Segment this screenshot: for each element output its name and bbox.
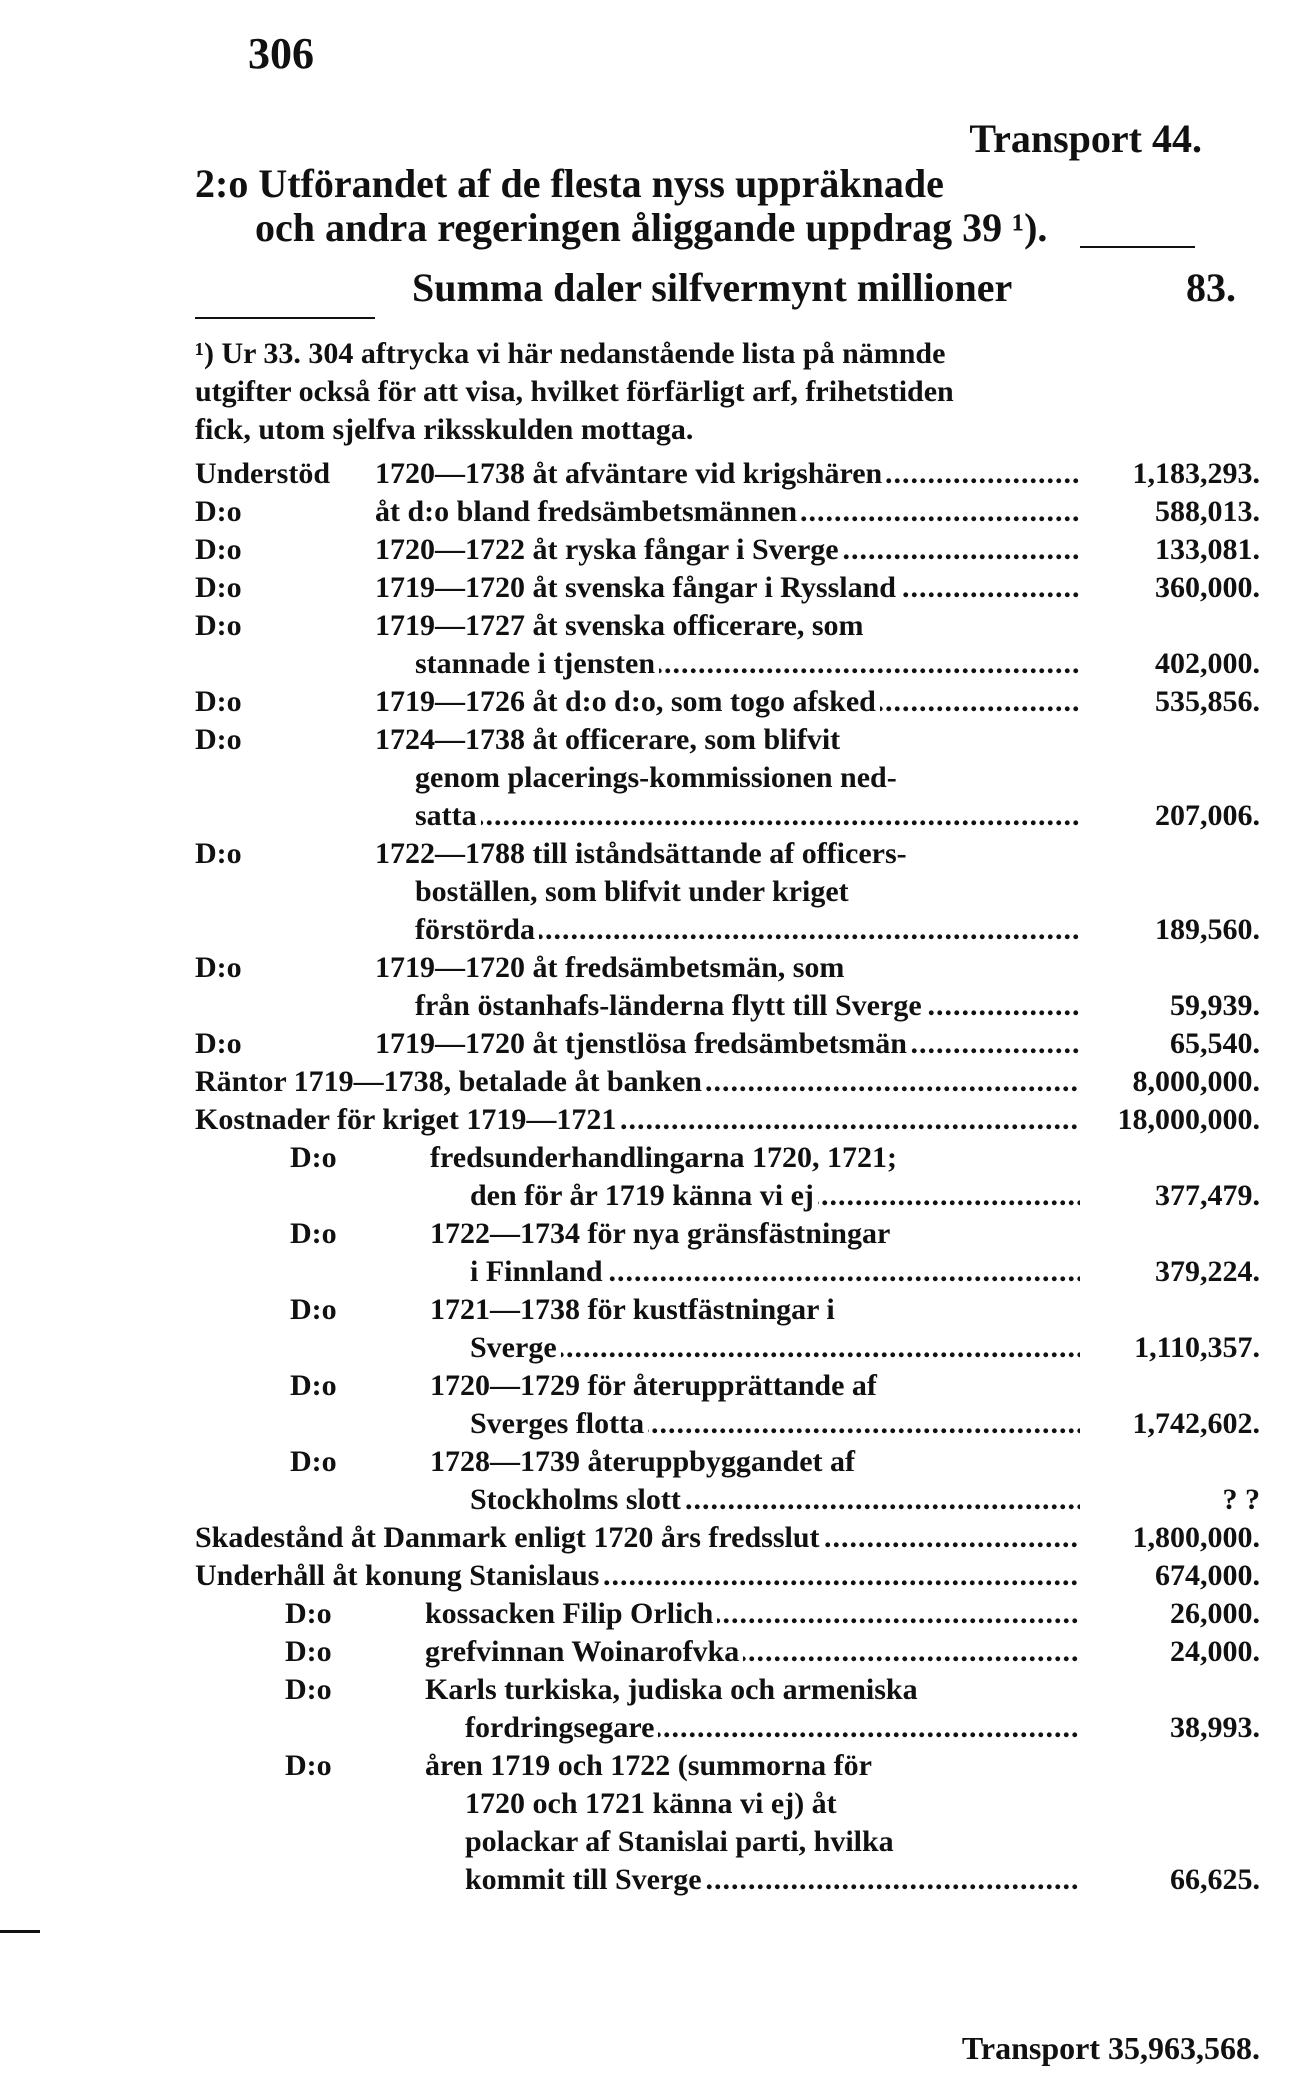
- row-description: [375, 911, 1080, 949]
- footnote-intro: [195, 335, 1260, 449]
- row-description: [195, 1063, 1080, 1101]
- transport-carried-forward: Transport 44.: [969, 116, 1202, 161]
- row-text: stannade i tjensten: [375, 647, 659, 680]
- row-amount: [1080, 835, 1260, 873]
- row-label: D:o: [195, 837, 242, 870]
- row-amount: [1080, 607, 1260, 645]
- row-label: [195, 1861, 425, 1899]
- row-label: D:o: [285, 1673, 332, 1706]
- row-text: 1719—1720 åt fredsämbetsmän, som: [375, 951, 848, 984]
- row-label: [195, 1481, 430, 1519]
- row-amount: 1,800,000.: [1132, 1521, 1260, 1554]
- row-text: polackar af Stanislai parti, hvilka: [425, 1825, 898, 1858]
- table-row: [195, 1215, 1260, 1253]
- row-text: fordringsegare: [425, 1711, 658, 1744]
- table-row: [195, 721, 1260, 759]
- table-row: [195, 1709, 1260, 1747]
- table-row: [195, 1177, 1260, 1215]
- row-text: 1722—1788 till iståndsättande af officers-: [375, 837, 911, 870]
- row-label: [195, 987, 375, 1025]
- row-description: [425, 1747, 1080, 1785]
- row-amount: 402,000.: [1155, 647, 1260, 680]
- row-label: D:o: [290, 1141, 337, 1174]
- row-text: åren 1719 och 1722 (summorna för: [425, 1749, 876, 1782]
- table-row: [195, 1519, 1260, 1557]
- row-description: [375, 987, 1080, 1025]
- row-label: D:o: [195, 685, 242, 718]
- row-amount: 66,625.: [1170, 1863, 1260, 1896]
- row-amount: [1080, 873, 1260, 911]
- row-text: Stockholms slott: [430, 1483, 685, 1516]
- footnote-line: ¹) Ur 33. 304 aftrycka vi här nedanstående lista på nämnde: [195, 337, 946, 370]
- row-description: [425, 1823, 1080, 1861]
- row-description: [430, 1329, 1080, 1367]
- summa-label: Summa daler silfvermynt millioner: [412, 265, 1013, 310]
- row-description: [425, 1595, 1080, 1633]
- row-amount: [1080, 1823, 1260, 1861]
- table-row: [195, 493, 1260, 531]
- page-number: 306: [248, 29, 314, 78]
- row-amount: 59,939.: [1170, 989, 1260, 1022]
- row-description: [375, 949, 1080, 987]
- row-amount: 360,000.: [1155, 571, 1260, 604]
- table-row: [195, 683, 1260, 721]
- table-row: [195, 1139, 1260, 1177]
- row-text: förstörda: [375, 913, 539, 946]
- row-description: [430, 1177, 1080, 1215]
- expense-table: [195, 455, 1260, 1899]
- row-text: Underhåll åt konung Stanislaus: [195, 1559, 603, 1592]
- table-row: [195, 873, 1260, 911]
- row-amount: 588,013.: [1155, 495, 1260, 528]
- table-row: [195, 569, 1260, 607]
- row-amount: 24,000.: [1170, 1635, 1260, 1668]
- row-amount: 189,560.: [1155, 913, 1260, 946]
- row-text: grefvinnan Woinarofvka: [425, 1635, 743, 1668]
- row-text: 1719—1720 åt svenska fångar i Ryssland: [375, 571, 900, 604]
- row-amount: [1080, 1443, 1260, 1481]
- table-row: [195, 1595, 1260, 1633]
- footnote-line: fick, utom sjelfva riksskulden mottaga.: [195, 413, 694, 446]
- row-description: [430, 1215, 1080, 1253]
- row-label: D:o: [195, 533, 242, 566]
- table-row: [195, 797, 1260, 835]
- summa-line: [412, 264, 1236, 311]
- row-description: [375, 493, 1080, 531]
- row-label: D:o: [195, 571, 242, 604]
- row-text: 1724—1738 åt officerare, som blifvit: [375, 723, 844, 756]
- item-2-line-1: 2:o Utförandet af de flesta nyss uppräknade: [195, 161, 944, 206]
- row-description: [375, 835, 1080, 873]
- transport-total: Transport 35,963,568.: [961, 2030, 1260, 2066]
- sum-underline: [1080, 246, 1195, 248]
- margin-dash: [0, 1930, 40, 1933]
- row-label: D:o: [195, 1027, 242, 1060]
- row-description: [430, 1291, 1080, 1329]
- table-row: [195, 1671, 1260, 1709]
- table-row: [195, 949, 1260, 987]
- row-label: [195, 1405, 430, 1443]
- row-label: D:o: [290, 1369, 337, 1402]
- row-amount: 377,479.: [1155, 1179, 1260, 1212]
- row-label: [195, 873, 375, 911]
- row-amount: [1080, 1215, 1260, 1253]
- row-amount: [1080, 759, 1260, 797]
- row-description: [425, 1785, 1080, 1823]
- table-row: [195, 607, 1260, 645]
- summa-value: 83.: [1186, 265, 1236, 310]
- row-description: [375, 873, 1080, 911]
- row-amount: 379,224.: [1155, 1255, 1260, 1288]
- row-amount: 535,856.: [1155, 685, 1260, 718]
- table-row: [195, 1063, 1260, 1101]
- footnote-line: utgifter också för att visa, hvilket förfärligt arf, frihetstiden: [195, 375, 954, 408]
- row-label: D:o: [290, 1217, 337, 1250]
- row-label: D:o: [290, 1445, 337, 1478]
- row-amount: 1,110,357.: [1134, 1331, 1260, 1364]
- table-row: [195, 911, 1260, 949]
- table-row: [195, 1405, 1260, 1443]
- row-description: [375, 455, 1080, 493]
- row-text: från östanhafs-länderna flytt till Sverge: [375, 989, 926, 1022]
- row-amount: [1080, 1367, 1260, 1405]
- table-row: [195, 1253, 1260, 1291]
- row-text: åt d:o bland fredsämbetsmännen: [375, 495, 801, 528]
- table-row: [195, 1025, 1260, 1063]
- row-label: D:o: [195, 951, 242, 984]
- row-amount: [1080, 1139, 1260, 1177]
- row-description: [430, 1405, 1080, 1443]
- row-amount: [1080, 1291, 1260, 1329]
- item-2-line-2: och andra regeringen åliggande uppdrag 39 ¹).: [255, 205, 1048, 250]
- row-amount: [1080, 1785, 1260, 1823]
- row-description: [430, 1481, 1080, 1519]
- row-text: Skadestånd åt Danmark enligt 1720 års fredsslut: [195, 1521, 824, 1554]
- table-row: [195, 1785, 1260, 1823]
- table-row: [195, 1329, 1260, 1367]
- table-row: [195, 1823, 1260, 1861]
- table-row: [195, 1101, 1260, 1139]
- table-row: [195, 1291, 1260, 1329]
- row-label: [195, 1823, 425, 1861]
- row-description: [430, 1253, 1080, 1291]
- table-row: [195, 645, 1260, 683]
- row-amount: [1080, 949, 1260, 987]
- row-description: [195, 1519, 1080, 1557]
- row-description: [375, 721, 1080, 759]
- row-description: [430, 1139, 1080, 1177]
- row-label: D:o: [195, 609, 242, 642]
- row-label: D:o: [285, 1749, 332, 1782]
- row-description: [375, 645, 1080, 683]
- row-label: [195, 1709, 425, 1747]
- row-text: satta: [375, 799, 481, 832]
- row-label: [195, 759, 375, 797]
- row-text: 1720—1729 för återupprättande af: [430, 1369, 881, 1402]
- table-row: [195, 1367, 1260, 1405]
- row-text: genom placerings-kommissionen ned-: [375, 761, 901, 794]
- row-label: [195, 1253, 430, 1291]
- row-description: [195, 1557, 1080, 1595]
- row-description: [195, 1101, 1080, 1139]
- row-amount: ? ?: [1222, 1483, 1260, 1516]
- row-description: [430, 1443, 1080, 1481]
- row-description: [375, 607, 1080, 645]
- row-label: Understöd: [195, 457, 331, 490]
- row-text: Sverges flotta: [430, 1407, 648, 1440]
- table-row: [195, 1633, 1260, 1671]
- row-amount: 18,000,000.: [1117, 1103, 1260, 1136]
- table-row: [195, 759, 1260, 797]
- row-label: D:o: [285, 1597, 332, 1630]
- row-label: [195, 911, 375, 949]
- row-description: [375, 569, 1080, 607]
- row-text: Sverge: [430, 1331, 561, 1364]
- row-text: Karls turkiska, judiska och armeniska: [425, 1673, 922, 1706]
- table-row: [195, 1443, 1260, 1481]
- table-row: [195, 455, 1260, 493]
- row-label: [195, 797, 375, 835]
- row-label: [195, 645, 375, 683]
- row-description: [375, 759, 1080, 797]
- row-amount: [1080, 1671, 1260, 1709]
- row-description: [430, 1367, 1080, 1405]
- row-label: [195, 1329, 430, 1367]
- row-amount: 1,183,293.: [1132, 457, 1260, 490]
- row-text: 1720—1722 åt ryska fångar i Sverge: [375, 533, 843, 566]
- row-description: [375, 531, 1080, 569]
- row-text: 1721—1738 för kustfästningar i: [430, 1293, 839, 1326]
- row-text: Kostnader för kriget 1719—1721: [195, 1103, 620, 1136]
- row-description: [425, 1861, 1080, 1899]
- row-label: [195, 1785, 425, 1823]
- table-row: [195, 1747, 1260, 1785]
- row-label: D:o: [290, 1293, 337, 1326]
- table-row: [195, 987, 1260, 1025]
- row-text: kossacken Filip Orlich: [425, 1597, 717, 1630]
- row-description: [425, 1709, 1080, 1747]
- row-description: [375, 797, 1080, 835]
- row-amount: 674,000.: [1155, 1559, 1260, 1592]
- row-amount: 38,993.: [1170, 1711, 1260, 1744]
- row-text: den för år 1719 känna vi ej: [430, 1179, 818, 1212]
- row-amount: 133,081.: [1155, 533, 1260, 566]
- row-text: i Finnland: [430, 1255, 607, 1288]
- row-label: D:o: [195, 723, 242, 756]
- table-row: [195, 1481, 1260, 1519]
- table-row: [195, 835, 1260, 873]
- row-label: [195, 1177, 430, 1215]
- row-description: [425, 1671, 1080, 1709]
- row-description: [375, 683, 1080, 721]
- row-amount: [1080, 1747, 1260, 1785]
- row-text: fredsunderhandlingarna 1720, 1721;: [430, 1141, 901, 1174]
- row-text: boställen, som blifvit under kriget: [375, 875, 853, 908]
- row-text: 1728—1739 återuppbyggandet af: [430, 1445, 859, 1478]
- table-row: [195, 1861, 1260, 1899]
- row-amount: 65,540.: [1170, 1027, 1260, 1060]
- row-amount: 207,006.: [1155, 799, 1260, 832]
- row-text: 1719—1727 åt svenska officerare, som: [375, 609, 868, 642]
- row-amount: 26,000.: [1170, 1597, 1260, 1630]
- row-description: [425, 1633, 1080, 1671]
- row-text: 1722—1734 för nya gränsfästningar: [430, 1217, 894, 1250]
- row-text: 1719—1726 åt d:o d:o, som togo afsked: [375, 685, 880, 718]
- row-text: Räntor 1719—1738, betalade åt banken: [195, 1065, 706, 1098]
- table-row: [195, 1557, 1260, 1595]
- row-text: 1719—1720 åt tjenstlösa fredsämbetsmän: [375, 1027, 911, 1060]
- row-amount: 1,742,602.: [1132, 1407, 1260, 1440]
- footnote-rule: [195, 317, 375, 319]
- row-amount: [1080, 721, 1260, 759]
- row-text: 1720—1738 åt afväntare vid krigshären: [375, 457, 886, 490]
- table-row: [195, 531, 1260, 569]
- row-label: D:o: [285, 1635, 332, 1668]
- row-amount: 8,000,000.: [1132, 1065, 1260, 1098]
- row-text: kommit till Sverge: [425, 1863, 706, 1896]
- row-description: [375, 1025, 1080, 1063]
- row-label: D:o: [195, 495, 242, 528]
- row-text: 1720 och 1721 känna vi ej) åt: [425, 1787, 841, 1820]
